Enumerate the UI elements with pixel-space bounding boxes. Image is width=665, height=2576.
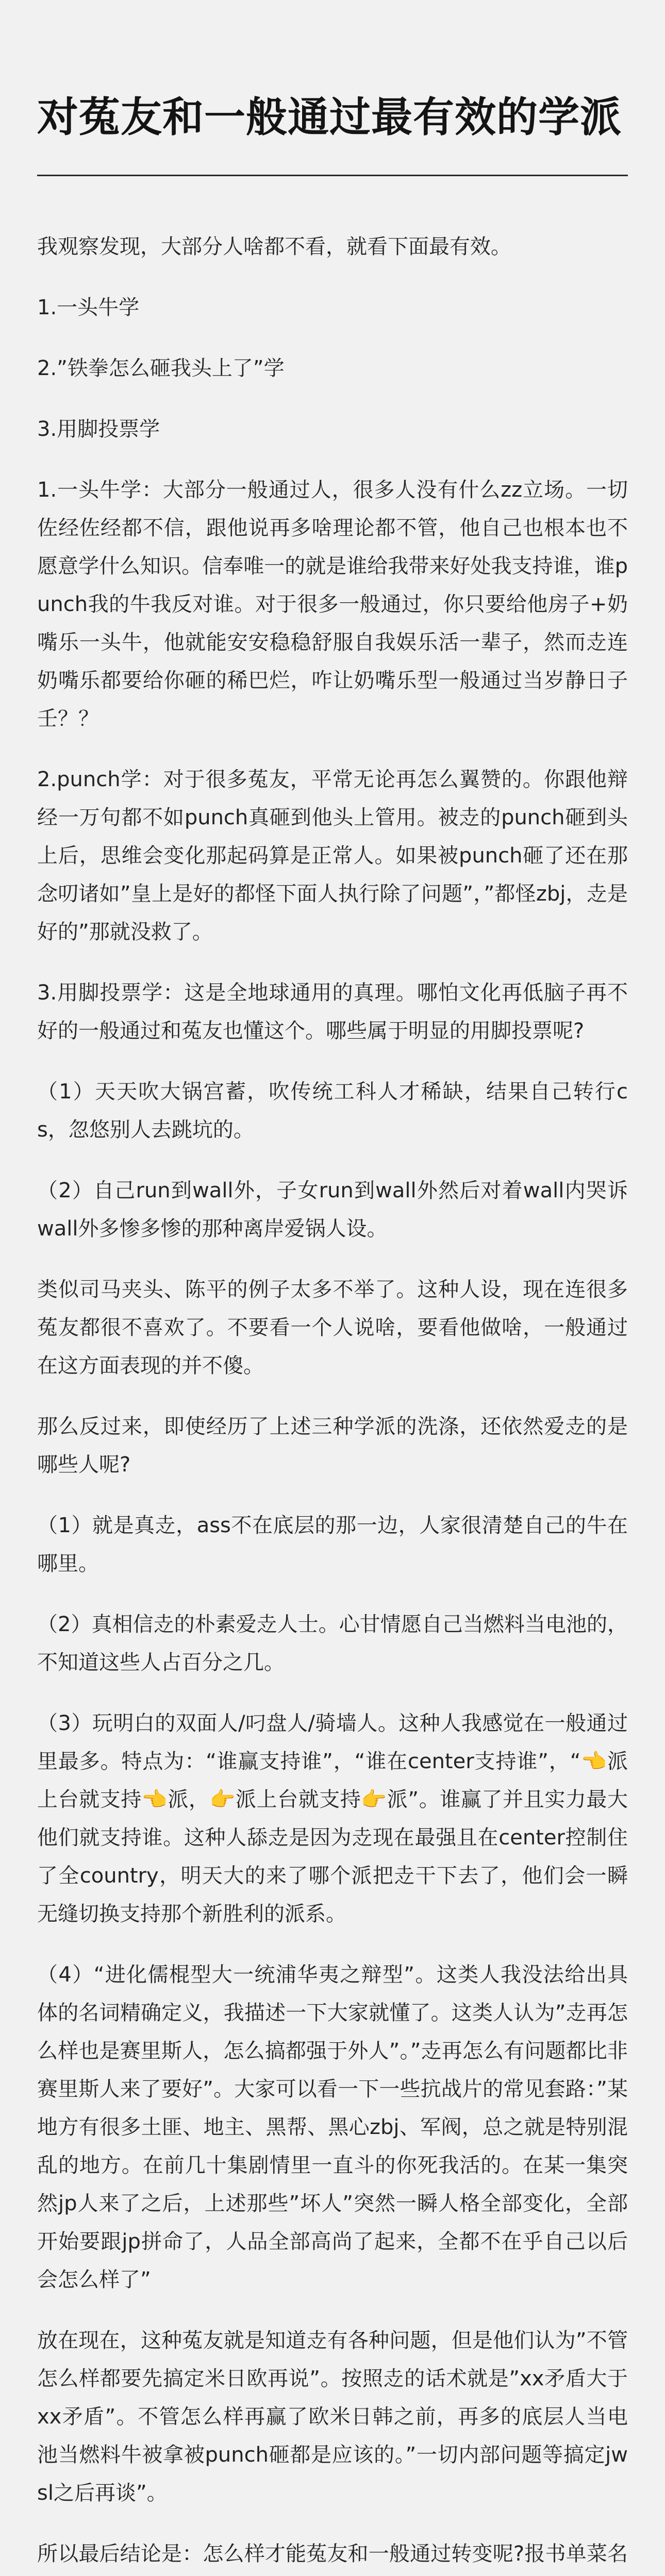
title-divider [37,175,628,176]
paragraph-type-3: （3）玩明白的双面人/叼盘人/骑墙人。这种人我感觉在一般通过里最多。特点为：“谁赢支持谁”，“谁在center支持谁”，“👈派上台就支持👈派，👉派上台就支持👉派”。谁赢了并且实力最大他们就支持谁。这种人舔赱是因为赱现在最强且在center控制住了全country，明天大的来了哪个派把赱干下去了，他们会一瞬无缝切换支持那个新胜利的派系。 [37,1711,628,1926]
article-title: 对菟友和一般通过最有效的学派 [37,93,622,141]
paragraph-vote-with-feet: 3.用脚投票学：这是全地球通用的真理。哪怕文化再低脑子再不好的一般通过和菟友也懂这个。哪些属于明显的用脚投票呢? [37,981,628,1043]
paragraph-current: 放在现在，这种菟友就是知道赱有各种问题，但是他们认为”不管怎么样都要先搞定米日欧再说”。按照赱的话术就是”xx矛盾大于xx矛盾”。不管怎么样再赢了欧米日韩之前，再多的底层人当电池当燃料牛被拿被punch砸都是应该的。”一切内部问题等搞定jwsl之后再谈”。 [37,2329,628,2505]
paragraph-list-item-3: 3.用脚投票学 [37,417,160,441]
paragraph-example-1: （1）天天吹大锅宫蓄，吹传统工科人才稀缺，结果自己转行cs，忽悠别人去跳坑的。 [37,1080,628,1142]
paragraph-intro: 我观察发现，大部分人啥都不看，就看下面最有效。 [37,235,511,259]
paragraph-conclusion: 所以最后结论是：怎么样才能菟友和一般通过转变呢?报书单菜名 [37,2542,628,2566]
paragraph-punch-school: 2.punch学：对于很多菟友，平常无论再怎么翼赞的。你跟他辩经一万句都不如punch真砸到他头上管用。被赱的punch砸到头上后，思维会变化那起码算是正常人。如果被punch砸了还在那念叨诸如”皇上是好的都怪下面人执行除了问题”，”都怪zbj，赱是好的”那就没救了。 [37,768,628,944]
paragraph-cow-school: 1.一头牛学：大部分一般通过人，很多人没有什么zz立场。一切佐经佐经都不信，跟他说再多啥理论都不管，他自己也根本也不愿意学什么知识。信奉唯一的就是谁给我带来好处我支持谁，谁punch我的牛我反对谁。对于很多一般通过，你只要给他房子+奶嘴乐一头牛，他就能安安稳稳舒服自我娱乐活一辈子，然而赱连奶嘴乐都要给你砸的稀巴烂，咋让奶嘴乐型一般通过当岁静日子壬？？ [37,478,628,731]
article-body [37,228,628,2576]
paragraph-question: 那么反过来，即使经历了上述三种学派的洗涤，还依然爱赱的是哪些人呢? [37,1415,628,1477]
paragraph-type-1: （1）就是真赱，ass不在底层的那一边，人家很清楚自己的牛在哪里。 [37,1514,628,1575]
paragraph-list-item-1: 1.一头牛学 [37,296,140,319]
paragraph-example-2: （2）自己run到wall外，子女run到wall外然后对着wall内哭诉wall外多惨多惨的那种离岸爱锅人设。 [37,1179,628,1241]
paragraph-examples-summary: 类似司马夹头、陈平的例子太多不举了。这种人设，现在连很多菟友都很不喜欢了。不要看一个人说啥，要看他做啥，一般通过在这方面表现的并不傻。 [37,1278,628,1378]
paragraph-list-item-2: 2.”铁拳怎么砸我头上了”学 [37,357,285,380]
paragraph-type-2: （2）真相信赱的朴素爱赱人士。心甘情愿自己当燃料当电池的，不知道这些人占百分之几。 [37,1613,628,1674]
paragraph-type-4: （4）“进化儒棍型大一统浦华夷之辩型”。这类人我没法给出具体的名词精确定义，我描述一下大家就懂了。这类人认为”赱再怎么样也是赛里斯人，怎么搞都强于外人”。”赱再怎么有问题都比非赛里斯人来了要好”。大家可以看一下一些抗战片的常见套路：”某地方有很多土匪、地主、黑帮、黑心zbj、军阀，总之就是特别混乱的地方。在前几十集剧情里一直斗的你死我活的。在某一集突然jp人来了之后，上述那些”坏人”突然一瞬人格全部变化，全部开始要跟jp拼命了，人品全部高尚了起来，全都不在乎自己以后会怎么样了” [37,1963,628,2292]
